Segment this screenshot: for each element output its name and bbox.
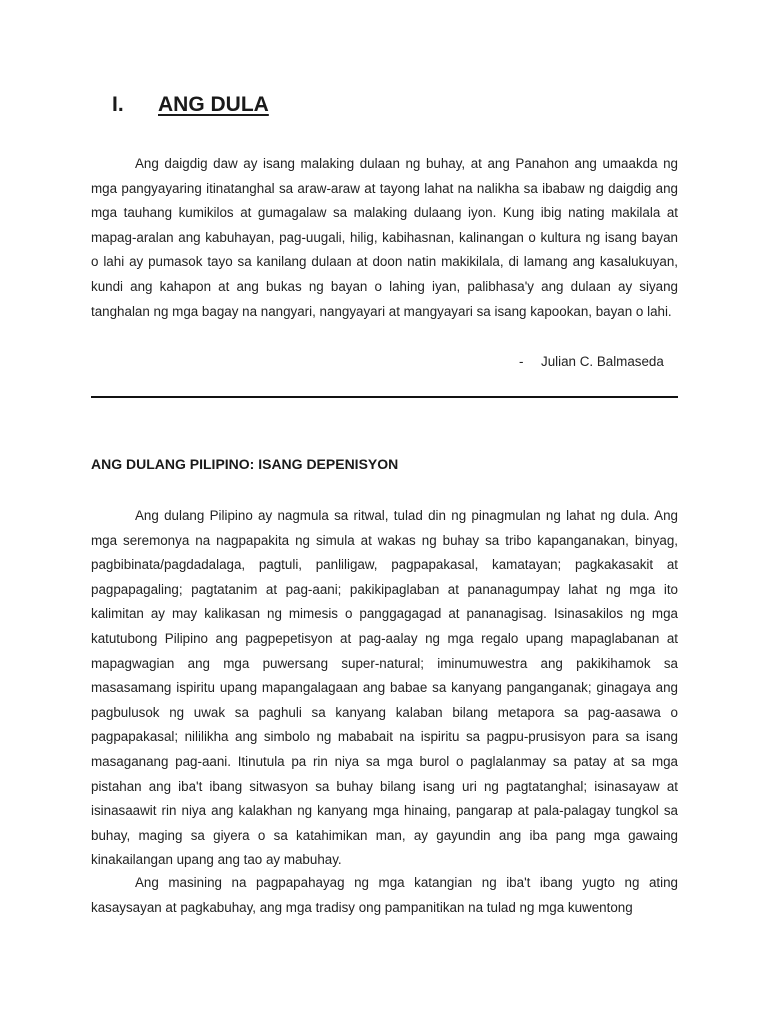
section-heading xyxy=(112,93,269,117)
definition-paragraph-1-text: Ang dulang Pilipino ay nagmula sa ritwal, tulad din ng pinagmulan ng lahat ng dula. Ang mga seremonya na nagpapakita ng simula at wakas ng buhay sa tribo kapanganakan, binyag, pagbibinata/pagdadalaga, pagtuli, panliligaw, pagpapakasal, kamatayan; pagkakasakit at pagpapagaling; pagtatanim at pag-aani; pakikipaglaban at pananagumpay lahat ng mga ito kalimitan ay may kalikasan ng mimesis o panggagagad at pananagisag. Isinasakilos ng mga katutubong Pilipino ang pagpepetisyon at pag-aalay ng mga regalo upang mapaglabanan at mapagwagian ang mga puwersang super-natural; iminumuwestra ang pakikihamok sa masasamang ispiritu upang mapangalagaan ang babae sa kanyang panganganak; ginagaya ang pagbulusok ng uwak sa paghuli sa kanyang kalaban bilang metapora sa pag-aasawa o pagpapakasal; nililikha ang simbolo ng mababait na ispiritu sa pagpu-prusisyon para sa isang masaganang pag-aani. Itinutula pa rin niya sa mga burol o paglalanmay sa patay at sa mga pistahan ang iba't ibang sitwasyon sa buhay bilang isang uri ng pagtatanghal; isinasayaw at isinasaawit rin niya ang kalakhan ng kanyang mga hinaing, pangarap at pala-palagay tungkol sa buhay, maging sa giyera o sa katahimikan man, ay gayundin ang iba pang mga gawaing kinakailangan upang ang tao ay mabuhay. xyxy=(91,508,678,868)
definition-paragraph-2 xyxy=(91,871,678,920)
section-number: I. xyxy=(112,93,124,116)
definition-paragraph-1 xyxy=(91,504,678,873)
attribution xyxy=(519,350,664,374)
intro-paragraph-text: Ang daigdig daw ay isang malaking dulaan ng buhay, at ang Panahon ang umaakda ng mga pangyayaring itinatanghal sa araw-araw at tayong lahat na nalikha sa ibabaw ng daigdig ang mga tauhang kumikilos at gumagalaw sa malaking dulaang iyon. Kung ibig nating makilala at mapag-aralan ang kabuhayan, pag-uugali, hilig, kabihasnan, kalinangan o kultura ng isang bayan o lahi ay pumasok tayo sa kanilang dulaan at doon natin makikilala, di lamang ang kasalukuyan, kundi ang kahapon at ang bukas ng bayan o lahing iyan, palibhasa'y ang dulaan ay siyang tanghalan ng mga bagay na nangyari, nangyayari at mangyayari sa isang kapookan, bayan o lahi. xyxy=(91,156,678,319)
definition-paragraph-2-text: Ang masining na pagpapahayag ng mga katangian ng iba't ibang yugto ng ating kasaysayan at pagkabuhay, ang mga tradisy ong pampanitikan na tulad ng mga kuwentong xyxy=(91,875,678,915)
definition-heading: ANG DULANG PILIPINO: ISANG DEPENISYON xyxy=(91,456,399,472)
intro-paragraph xyxy=(91,152,678,324)
attribution-dash: - xyxy=(519,354,524,369)
section-title: ANG DULA xyxy=(158,93,269,116)
horizontal-divider xyxy=(91,396,678,398)
attribution-name: Julian C. Balmaseda xyxy=(541,354,664,369)
